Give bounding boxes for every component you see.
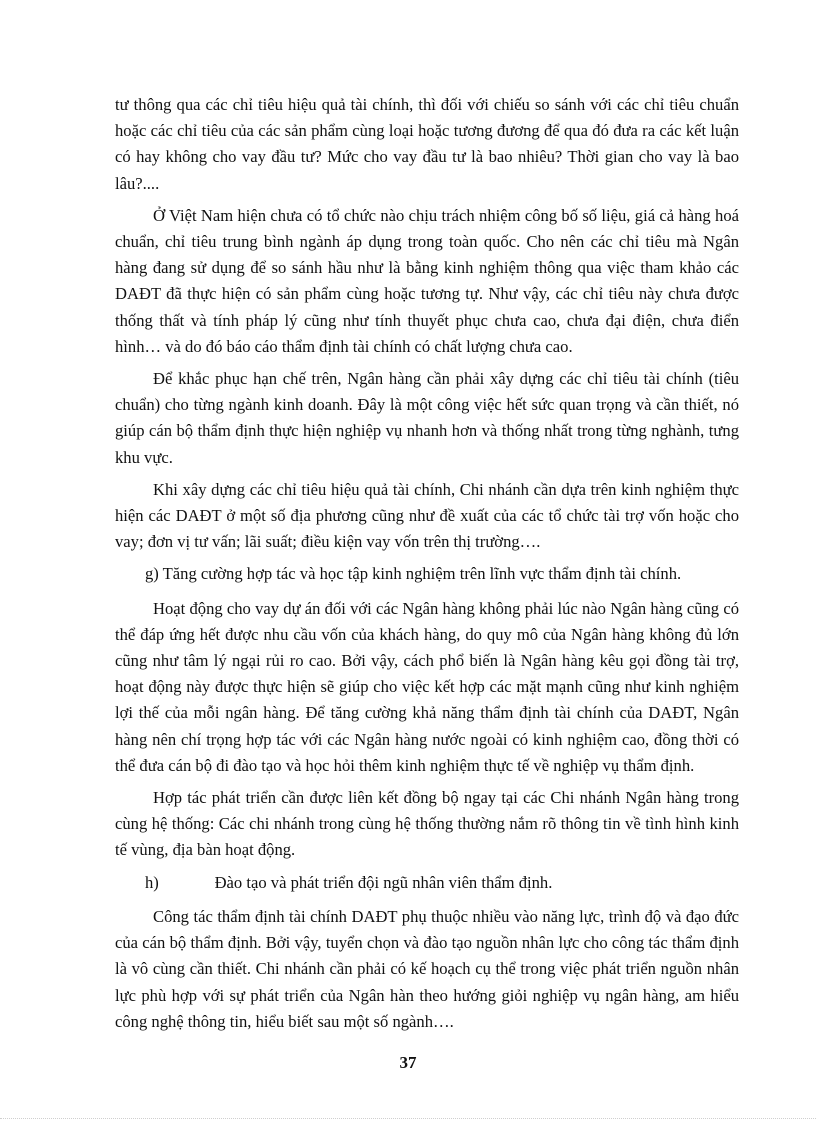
paragraph-training: Công tác thẩm định tài chính DAĐT phụ thuộc nhiều vào năng lực, trình độ và đạo đức của cán bộ thẩm định. Bởi vậy, tuyển chọn và đào tạo nguồn nhân lực cho công tác thẩm định là vô cùng cần thiết. Chi nhánh cần phải có kế hoạch cụ thể trong việc phát triển nguồn nhân lực phù hợp với sự phát triển của Ngân hàn theo hướng giỏi nghiệp vụ ngân hàng, am hiểu công nghệ thông tin, hiểu biết sau một số ngành…. (115, 906, 739, 1031)
section-heading-g: g) Tăng cường hợp tác và học tập kinh nghiệm trên lĩnh vực thẩm định tài chính. (145, 564, 682, 584)
page-bottom-divider (0, 1118, 816, 1119)
page-number: 37 (399, 1053, 417, 1072)
paragraph-branch-network: Hợp tác phát triển cần được liên kết đồng bộ ngay tại các Chi nhánh Ngân hàng trong cùng hệ thống: Các chi nhánh trong cùng hệ thống thường nắm rõ thông tin về tình hình kinh tế vùng, địa bàn hoạt động. (115, 788, 739, 860)
paragraph-standards: Ở Việt Nam hiện chưa có tổ chức nào chịu trách nhiệm công bố số liệu, giá cả hàng hoá chuẩn, chỉ tiêu trung bình ngành áp dụng trong toàn quốc. Cho nên các chỉ tiêu mà Ngân hàng đang sử dụng để so sánh hầu như là bằng kinh nghiệm thông qua việc tham khảo các DAĐT đã thực hiện có sản phẩm cùng hoặc tương tự. Như vậy, các chỉ tiêu này chưa được thống thất và tính pháp lý cũng như tính thuyết phục chưa cao, chưa đại điện, chưa điển hình… và do đó báo cáo thẩm định tài chính có chất lượng chưa cao. (115, 205, 739, 356)
paragraph-continuation: tư thông qua các chỉ tiêu hiệu quả tài chính, thì đối với chiếu so sánh với các chỉ tiêu chuẩn hoặc các chỉ tiêu của các sản phẩm cùng loại hoặc tương đương để qua đó đưa ra các kết luận có hay không cho vay đầu tư? Mức cho vay đầu tư là bao nhiêu? Thời gian cho vay là bao lâu?.... (115, 95, 739, 193)
paragraph-remedy: Để khắc phục hạn chế trên, Ngân hàng cần phải xây dựng các chỉ tiêu tài chính (tiêu chuẩn) cho từng ngành kinh doanh. Đây là một công việc hết sức quan trọng và cần thiết, nó giúp cán bộ thẩm định thực hiện nghiệp vụ nhanh hơn và thống nhất trong từng nghành, tưng khu vực. (115, 369, 739, 467)
document-body (115, 92, 739, 1041)
section-heading-h: h) Đào tạo và phát triển đội ngũ nhân viên thẩm định. (145, 872, 553, 892)
paragraph-indicators: Khi xây dựng các chỉ tiêu hiệu quả tài chính, Chi nhánh cần dựa trên kinh nghiệm thực hiện các DAĐT ở một số địa phương cũng như đề xuất của các tổ chức tài trợ vốn hoặc cho vay; đơn vị tư vấn; lãi suất; điều kiện vay vốn trên thị trường…. (115, 479, 739, 552)
paragraph-cooperation: Hoạt động cho vay dự án đối với các Ngân hàng không phải lúc nào Ngân hàng cũng có thể đáp ứng hết được nhu cầu vốn của khách hàng, do quy mô của Ngân hàng không đủ lớn cũng như tâm lý ngại rủi ro cao. Bởi vậy, cách phổ biến là Ngân hàng kêu gọi đồng tài trợ, hoạt động này được thực hiện sẽ giúp cho việc kết hợp các mặt mạnh cũng như kinh nghiệm lợi thế của mỗi ngân hàng. Để tăng cường khả năng thẩm định tài chính của DAĐT, Ngân hàng nên chí trọng hợp tác với các Ngân hàng nước ngoài có kinh nghiệm cao, đồng thời có thể đưa cán bộ đi đào tạo và học hỏi thêm kinh nghiệm thực tế về nghiệp vụ thẩm định. (115, 598, 739, 775)
